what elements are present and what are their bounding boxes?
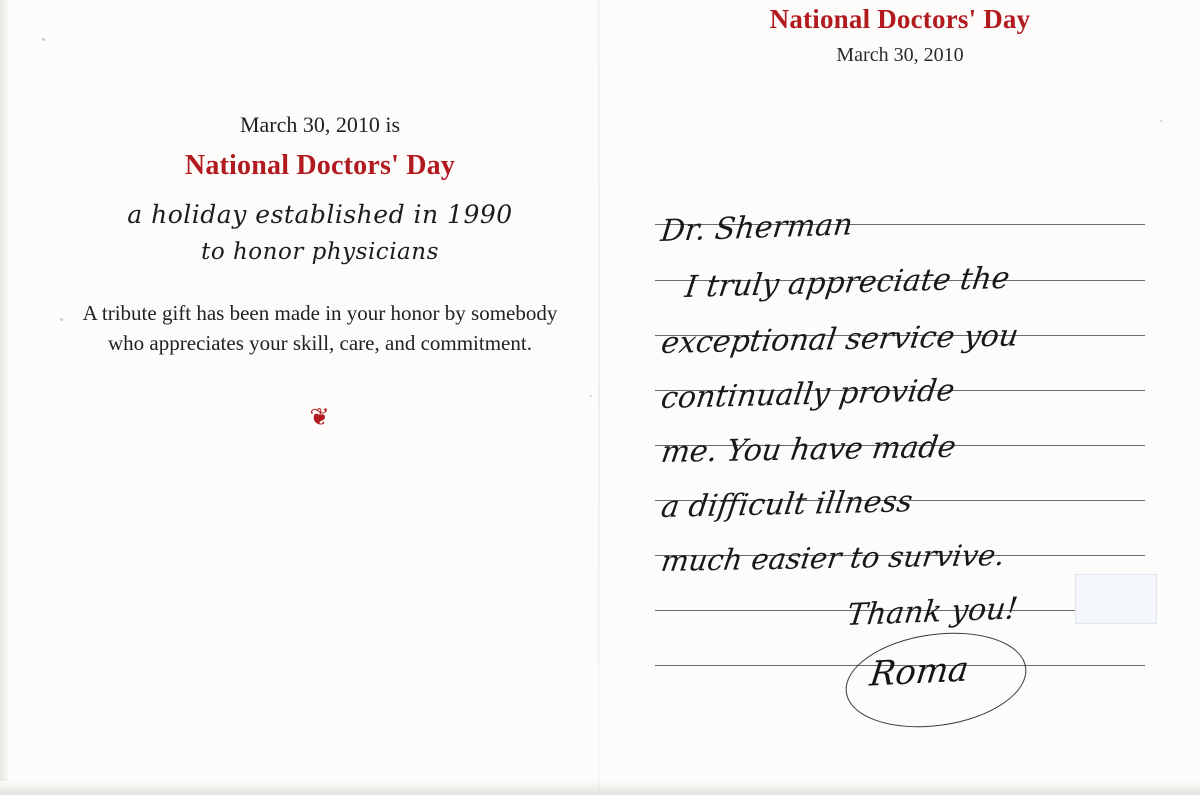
paper-speck (42, 38, 45, 41)
handwritten-line: Thank you! (845, 591, 1020, 633)
paper-speck (1160, 120, 1162, 122)
handwritten-line: exceptional service you (659, 318, 1021, 361)
left-date-line: March 30, 2010 is (239, 112, 401, 137)
card-header (620, 4, 1180, 67)
handwritten-line: much easier to survive. (659, 537, 1008, 578)
left-script-line-1: a holiday established in 1990 (127, 200, 513, 229)
signature: Roma (867, 649, 972, 695)
handwritten-line: continually provide (659, 373, 957, 416)
handwritten-line: Dr. Sherman (659, 207, 855, 249)
redaction-box (1075, 574, 1157, 624)
left-title: National Doctors' Day (184, 150, 456, 181)
paper-edge-left (0, 0, 10, 795)
card-fold-line (598, 0, 600, 795)
handwritten-note-area (655, 104, 1145, 695)
handwritten-line: me. You have made (659, 429, 959, 470)
handwritten-line: a difficult illness (659, 484, 915, 525)
header-title: National Doctors' Day (769, 4, 1031, 34)
card-left-panel (70, 112, 570, 432)
floral-ornament-icon: ❦ (309, 404, 331, 431)
paper-speck (60, 318, 63, 321)
paper-edge-bottom (0, 781, 1200, 795)
handwritten-line: I truly appreciate the (683, 260, 1012, 305)
paper-speck (590, 395, 592, 397)
left-script-line-2: to honor physicians (201, 239, 439, 265)
tribute-text: A tribute gift has been made in your honor by somebody who appreciates your skill, care, and commitment. (82, 301, 558, 355)
header-date: March 30, 2010 (836, 44, 964, 66)
